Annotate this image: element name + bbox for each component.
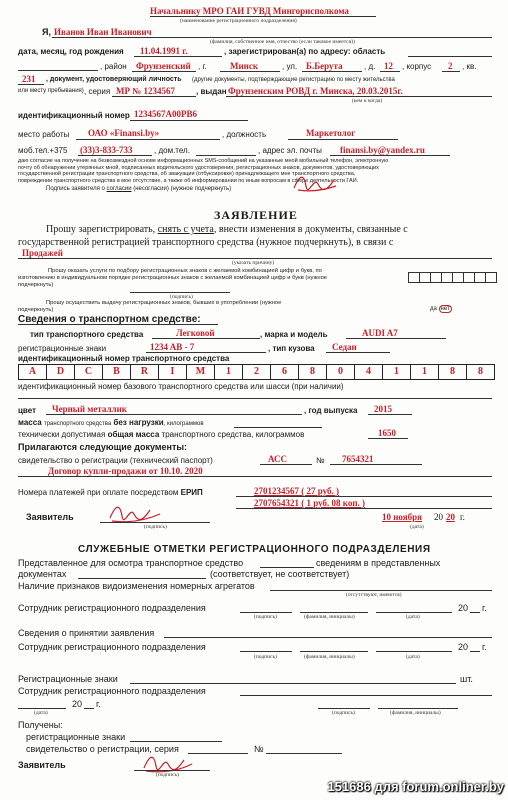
vin-char: 2 bbox=[243, 365, 271, 379]
recipient: Начальнику МРО ГАИ ГУВД Мингорисполкома bbox=[150, 6, 349, 16]
employee-sign-line-2 bbox=[240, 651, 292, 652]
issued-caption: (кем и когда) bbox=[352, 98, 383, 104]
application-line-1-tail: , внести изменения в документы, связанные с bbox=[213, 224, 408, 235]
make-line bbox=[346, 338, 446, 339]
vin-char: 1 bbox=[215, 365, 243, 379]
vin-char: 8 bbox=[299, 365, 327, 379]
application-line-2: государственной регистрацией транспортного средства (нужное подчеркнуть), в связи с bbox=[18, 237, 394, 248]
consent-line-1: даю согласие на получение на безвозмездной основе информационных SMS-сообщений на указанные мной мобильный телефон, электронную bbox=[18, 158, 389, 164]
color-line bbox=[46, 414, 302, 415]
consent-caption: (нужное подчеркнуть) bbox=[170, 186, 232, 192]
cert-label: свидетельство о регистрации (технический паспорт) bbox=[18, 456, 213, 465]
mass-line bbox=[234, 427, 322, 428]
plates-line-2: изготовлению в индивидуальном порядке регистрационных знаков с желаемой комбинацией цифр и букв (нужное bbox=[18, 275, 328, 281]
applicant-sign-line-2 bbox=[134, 770, 210, 771]
registered-label: , зарегистрирован(а) по адресу: область bbox=[224, 47, 386, 56]
employee-g-2: г. bbox=[482, 642, 487, 652]
color-label: цвет bbox=[18, 406, 36, 415]
street-label: , ул. bbox=[282, 62, 298, 71]
erip-value-2: 2707654321 ( 1 руб. 08 коп. ) bbox=[254, 498, 366, 508]
consent-line-3: государственной регистрации транспортного средства, об эвакуации (отбуксировке) принадлежащего мне транспортного средства, bbox=[18, 171, 356, 177]
date-value: 10 ноября bbox=[382, 512, 423, 522]
district-label: , район bbox=[100, 62, 127, 71]
mob-line bbox=[78, 155, 152, 156]
plates-caption: (подпись) bbox=[170, 294, 193, 300]
inspect-tail: сведениям в представленных bbox=[316, 558, 441, 568]
erip-row bbox=[18, 488, 203, 497]
vehicle-title: Сведения о транспортном средстве: bbox=[18, 314, 201, 325]
employee-sign-line-3 bbox=[318, 708, 370, 709]
work-line bbox=[76, 139, 220, 140]
base-vin-label: идентификационный номер базового транспортного средства или шасси (при наличии) bbox=[18, 382, 344, 391]
erip-value-1: 2701234567 ( 27 руб. ) bbox=[254, 486, 340, 496]
vin-label: идентификационный номер транспортного средства bbox=[18, 354, 230, 363]
year-suffix: 20 bbox=[446, 512, 455, 522]
issue-request bbox=[18, 300, 282, 314]
base-vin-line bbox=[18, 398, 492, 399]
employee-date-line-1 bbox=[376, 612, 452, 613]
employee-year-3: 20 bbox=[72, 699, 83, 709]
employee-fio-caption-1: (фамилия, инициалы) bbox=[304, 614, 355, 620]
employee-sign-caption-3: (подпись) bbox=[332, 710, 355, 716]
consent-disagree: (несогласии) bbox=[133, 186, 169, 192]
idnum-label: идентификационный номер bbox=[18, 111, 130, 120]
received-no: № bbox=[254, 744, 264, 754]
body-label: , тип кузова bbox=[268, 344, 315, 353]
reg-plates-unit: шт. bbox=[460, 674, 473, 684]
employee-sign-line-1 bbox=[240, 612, 292, 613]
employee-fio-caption-3: (фамилия, инициалы) bbox=[390, 710, 441, 716]
kv-label: , кв. bbox=[462, 62, 477, 71]
applicant-sign-line bbox=[100, 522, 210, 523]
register-option: Прошу зарегистрировать, bbox=[46, 224, 156, 235]
cert-series: АСС bbox=[268, 454, 288, 464]
year-value: 2015 bbox=[374, 404, 392, 414]
home-line bbox=[196, 155, 256, 156]
employee-date-caption-1: (дата) bbox=[406, 614, 420, 620]
received-cert: свидетельство о регистрации, серия bbox=[26, 744, 179, 754]
cert-series-line bbox=[260, 464, 312, 465]
tech-mass-line bbox=[368, 438, 408, 439]
employee-year-line-3 bbox=[84, 708, 94, 709]
contract-line bbox=[18, 476, 492, 477]
cert-no-value: 7654321 bbox=[342, 454, 374, 464]
name-caption: (фамилия, собственное имя, отчество (если таковое имеется)) bbox=[210, 39, 355, 45]
email-label: , адрес эл. почты bbox=[258, 146, 322, 155]
issued-value: Фрунзенским РОВД г. Минска, 20.03.2015г. bbox=[228, 86, 403, 96]
contract-value: Договор купли-продажи от 10.10. 2020 bbox=[48, 466, 203, 476]
vin-char: 6 bbox=[271, 365, 299, 379]
plates-request bbox=[18, 268, 327, 289]
issue-no: нет bbox=[440, 306, 450, 312]
make-value: AUDI A7 bbox=[362, 328, 398, 338]
region-line bbox=[408, 56, 492, 57]
docs-title: Прилагаются следующие документы: bbox=[18, 442, 188, 452]
issued-line bbox=[226, 96, 492, 97]
house-line bbox=[380, 71, 400, 72]
doc-note-2: или месту пребывания) bbox=[18, 88, 84, 94]
received-plates: регистрационные знаки bbox=[26, 732, 126, 742]
erip-label: Номера платежей при оплате посредством bbox=[18, 488, 179, 497]
deregister-option: снять с учета bbox=[157, 224, 214, 235]
consent-agree: согласии bbox=[106, 186, 132, 192]
email-line bbox=[330, 155, 450, 156]
date-caption-3: (дата) bbox=[34, 710, 48, 716]
plates-sign-line bbox=[130, 292, 230, 293]
type-value: Легковой bbox=[176, 328, 215, 338]
units-line bbox=[270, 590, 492, 591]
work-value: ОАО «Finansi.by» bbox=[88, 128, 160, 138]
tech-mass-rest: транспортного средства, килограммов bbox=[161, 430, 305, 439]
idnum-line bbox=[130, 120, 248, 121]
consent-line-2: почту об обнаружении утерянных мной, подписанных водительского удостоверения, регистрационных знаков, документов, удостоверяющих bbox=[18, 164, 379, 171]
vin-char: A bbox=[19, 365, 47, 379]
received-plates-line bbox=[130, 741, 222, 742]
vehicle-title-line bbox=[18, 324, 218, 325]
house-value: 12 bbox=[384, 61, 393, 71]
corpus-label: , корпус bbox=[402, 62, 432, 71]
vin-char: R bbox=[131, 365, 159, 379]
date-line-3 bbox=[18, 708, 66, 709]
house-label: , д. bbox=[364, 62, 376, 71]
recipient-caption: (наименование регистрационного подразделения) bbox=[180, 18, 297, 24]
employee-date-line-2 bbox=[376, 651, 452, 652]
vin-char: D bbox=[47, 365, 75, 379]
issued-label: , выдан bbox=[196, 87, 227, 96]
year-label: , год выпуска bbox=[304, 406, 358, 415]
employee-year-1: 20 bbox=[458, 603, 469, 613]
employee-label-1: Сотрудник регистрационного подразделения bbox=[18, 603, 206, 613]
name-line bbox=[52, 37, 492, 38]
city-line bbox=[220, 71, 280, 72]
employee-fio-line-3 bbox=[378, 708, 458, 709]
erip-bold: ЕРИП bbox=[180, 488, 203, 497]
vin-char: 8 bbox=[439, 365, 467, 379]
plates-line bbox=[146, 352, 266, 353]
inspect-tail-2: документах bbox=[18, 569, 67, 579]
type-label: тип транспортного средства bbox=[30, 330, 144, 339]
reg-plates-line bbox=[130, 683, 456, 684]
employee-g-1: г. bbox=[482, 603, 487, 613]
issue-line-1: Прошу осуществить выдачу регистрационных знаков, бывших в употреблении (нужное bbox=[46, 300, 282, 306]
full-name: Иванов Иван Иванович bbox=[54, 27, 152, 37]
vin-char: 1 bbox=[383, 365, 411, 379]
accept-label: Сведения о принятии заявления bbox=[18, 628, 155, 638]
dob-value: 11.04.1991 г. bbox=[140, 46, 188, 56]
type-line bbox=[152, 338, 260, 339]
mass-label-2: без нагрузки bbox=[113, 418, 164, 427]
erip-line-1 bbox=[236, 496, 492, 497]
consent-sign-row bbox=[46, 186, 231, 192]
position-value: Маркетолог bbox=[306, 128, 356, 138]
position-line bbox=[288, 139, 398, 140]
plates-label: регистрационные знаки bbox=[18, 344, 107, 353]
mob-label: моб.тел.+375 bbox=[18, 146, 68, 155]
corpus-line bbox=[442, 71, 460, 72]
employee-fio-line-1 bbox=[300, 612, 368, 613]
date-caption: (дата) bbox=[410, 524, 424, 530]
type-row bbox=[30, 330, 143, 339]
applicant-signature-1 bbox=[290, 170, 340, 196]
plate-combination-boxes[interactable] bbox=[408, 272, 496, 283]
make-label: , марка и модель bbox=[260, 330, 328, 339]
year-line bbox=[368, 414, 412, 415]
inspect-line-2 bbox=[78, 578, 206, 579]
vin-char: 0 bbox=[327, 365, 355, 379]
region-line-2 bbox=[18, 70, 98, 71]
dob-line bbox=[134, 56, 222, 57]
mass-label-small: транспортного средства bbox=[43, 421, 112, 427]
tech-mass-label: технически допустимая bbox=[18, 430, 106, 439]
district-value: Фрунзенский bbox=[136, 61, 191, 71]
applicant-label: Заявитель bbox=[26, 512, 74, 522]
erip-line-2 bbox=[236, 508, 492, 509]
employee-fio-line-2 bbox=[300, 651, 368, 652]
vin-char: 1 bbox=[411, 365, 439, 379]
work-label: место работы bbox=[18, 130, 70, 139]
year-g: г. bbox=[460, 512, 465, 522]
units-label: Наличие признаков видоизменения номерных агрегатов bbox=[18, 581, 255, 591]
series-value: МР № 1234567 bbox=[116, 86, 176, 96]
mass-unit: , килограммов bbox=[163, 421, 204, 427]
employee-label-2: Сотрудник регистрационного подразделения bbox=[18, 642, 206, 652]
watermark: 151686 для forum.onliner.by bbox=[327, 779, 504, 794]
official-title: СЛУЖЕБНЫЕ ОТМЕТКИ РЕГИСТРАЦИОННОГО ПОДРАЗДЕЛЕНИЯ bbox=[78, 544, 431, 555]
vin-char: I bbox=[159, 365, 187, 379]
reg-plates-label: Регистрационные знаки bbox=[18, 674, 118, 684]
inspect-line bbox=[260, 567, 314, 568]
vin-char: C bbox=[75, 365, 103, 379]
vin-char: M bbox=[187, 365, 215, 379]
applicant-sign-caption: (подпись) bbox=[144, 524, 167, 530]
city-value: Минск bbox=[230, 61, 259, 71]
plates-value: 1234 AB - 7 bbox=[150, 342, 195, 352]
reason-value: Продажей bbox=[22, 248, 63, 258]
vin-grid bbox=[18, 364, 495, 380]
series-label: , серия bbox=[84, 87, 111, 96]
inspect-label: Представленное для осмотра транспортное средство bbox=[18, 558, 244, 568]
employee-year-line-1 bbox=[470, 612, 480, 613]
plates-line-3: подчеркнуть) bbox=[18, 282, 54, 288]
email-value: finansi.by@yandex.ru bbox=[340, 145, 425, 155]
received-series-line bbox=[188, 753, 248, 754]
employee-fio-caption-2: (фамилия, инициалы) bbox=[304, 654, 355, 660]
reason-caption: (указать причину) bbox=[232, 260, 275, 266]
dob-label: дата, месяц, год рождения bbox=[18, 47, 124, 56]
body-line bbox=[326, 352, 390, 353]
cert-no-line bbox=[330, 464, 422, 465]
body-value: Седан bbox=[332, 342, 357, 352]
inspect-paren: (соответствует, не соответствует) bbox=[210, 569, 350, 579]
position-label: , должность bbox=[222, 130, 267, 139]
consent-line-4: повреждении транспортного средства в мое отсутствие, а также об информировании по иным вопросам в сфере деятельности ГАИ. bbox=[18, 177, 359, 184]
employee-g-3: г. bbox=[96, 699, 101, 709]
consent-sign-label: Подпись заявителя о bbox=[46, 186, 105, 192]
recipient-line bbox=[150, 16, 376, 17]
doc-note-1: (другие документы, подтверждающие регистрацию по месту жительства bbox=[192, 77, 395, 83]
district-line bbox=[132, 71, 196, 72]
issue-options bbox=[430, 306, 452, 312]
tech-mass-value: 1650 bbox=[378, 428, 396, 438]
applicant-label-2: Заявитель bbox=[18, 760, 66, 770]
employee-sign-caption-2: (подпись) bbox=[254, 654, 277, 660]
series-line bbox=[112, 96, 196, 97]
color-value: Черный металлик bbox=[52, 404, 127, 414]
street-line bbox=[302, 71, 362, 72]
corpus-value: 2 bbox=[448, 61, 453, 71]
ya-label: Я, bbox=[42, 27, 51, 37]
vin-char: 8 bbox=[478, 366, 483, 377]
issue-line-2: подчеркнуть) bbox=[18, 307, 54, 313]
city-label: , г. bbox=[198, 62, 207, 71]
reason-line bbox=[18, 258, 492, 259]
received-label: Получены: bbox=[18, 720, 63, 730]
tech-mass-bold: общая масса bbox=[107, 430, 160, 439]
application-line-1 bbox=[46, 224, 408, 235]
employee-sign-caption-1: (подпись) bbox=[254, 614, 277, 620]
mass-row bbox=[18, 418, 204, 429]
plates-line-1: Прошу оказать услуги по подбору регистрационных знаков с желаемой комбинацией цифр и букв, по bbox=[48, 268, 322, 274]
issue-yes: да bbox=[430, 306, 437, 312]
tech-mass-row bbox=[18, 430, 304, 439]
home-label: , дом.тел. bbox=[154, 146, 190, 155]
employee-date-caption-2: (дата) bbox=[406, 654, 420, 660]
doc-label: , документ, удостоверяющий личность bbox=[46, 76, 182, 83]
employee-year-2: 20 bbox=[458, 642, 469, 652]
units-caption: (отсутствуют, имеются) bbox=[346, 592, 402, 598]
employee-year-line-2 bbox=[470, 651, 480, 652]
mass-label: масса bbox=[18, 418, 42, 427]
idnum-value: 1234567A00PB6 bbox=[134, 109, 197, 119]
applicant-sign-caption-2: (подпись) bbox=[156, 772, 179, 778]
received-no-line bbox=[266, 753, 342, 754]
vin-char: 4 bbox=[355, 365, 383, 379]
street-value: Б.Берута bbox=[306, 61, 343, 71]
accept-line bbox=[164, 637, 492, 638]
year-prefix: 20 bbox=[434, 512, 443, 522]
cert-no-label: № bbox=[316, 456, 325, 465]
kv-value: 231 bbox=[22, 74, 36, 84]
employee-label-3: Сотрудник регистрационного подразделения bbox=[18, 686, 206, 696]
mob-value: (33)3-833-733 bbox=[80, 145, 133, 155]
application-title: ЗАЯВЛЕНИЕ bbox=[214, 208, 298, 222]
vin-char: B bbox=[103, 365, 131, 379]
employee-line-3 bbox=[240, 695, 492, 696]
kv-line bbox=[18, 84, 44, 85]
